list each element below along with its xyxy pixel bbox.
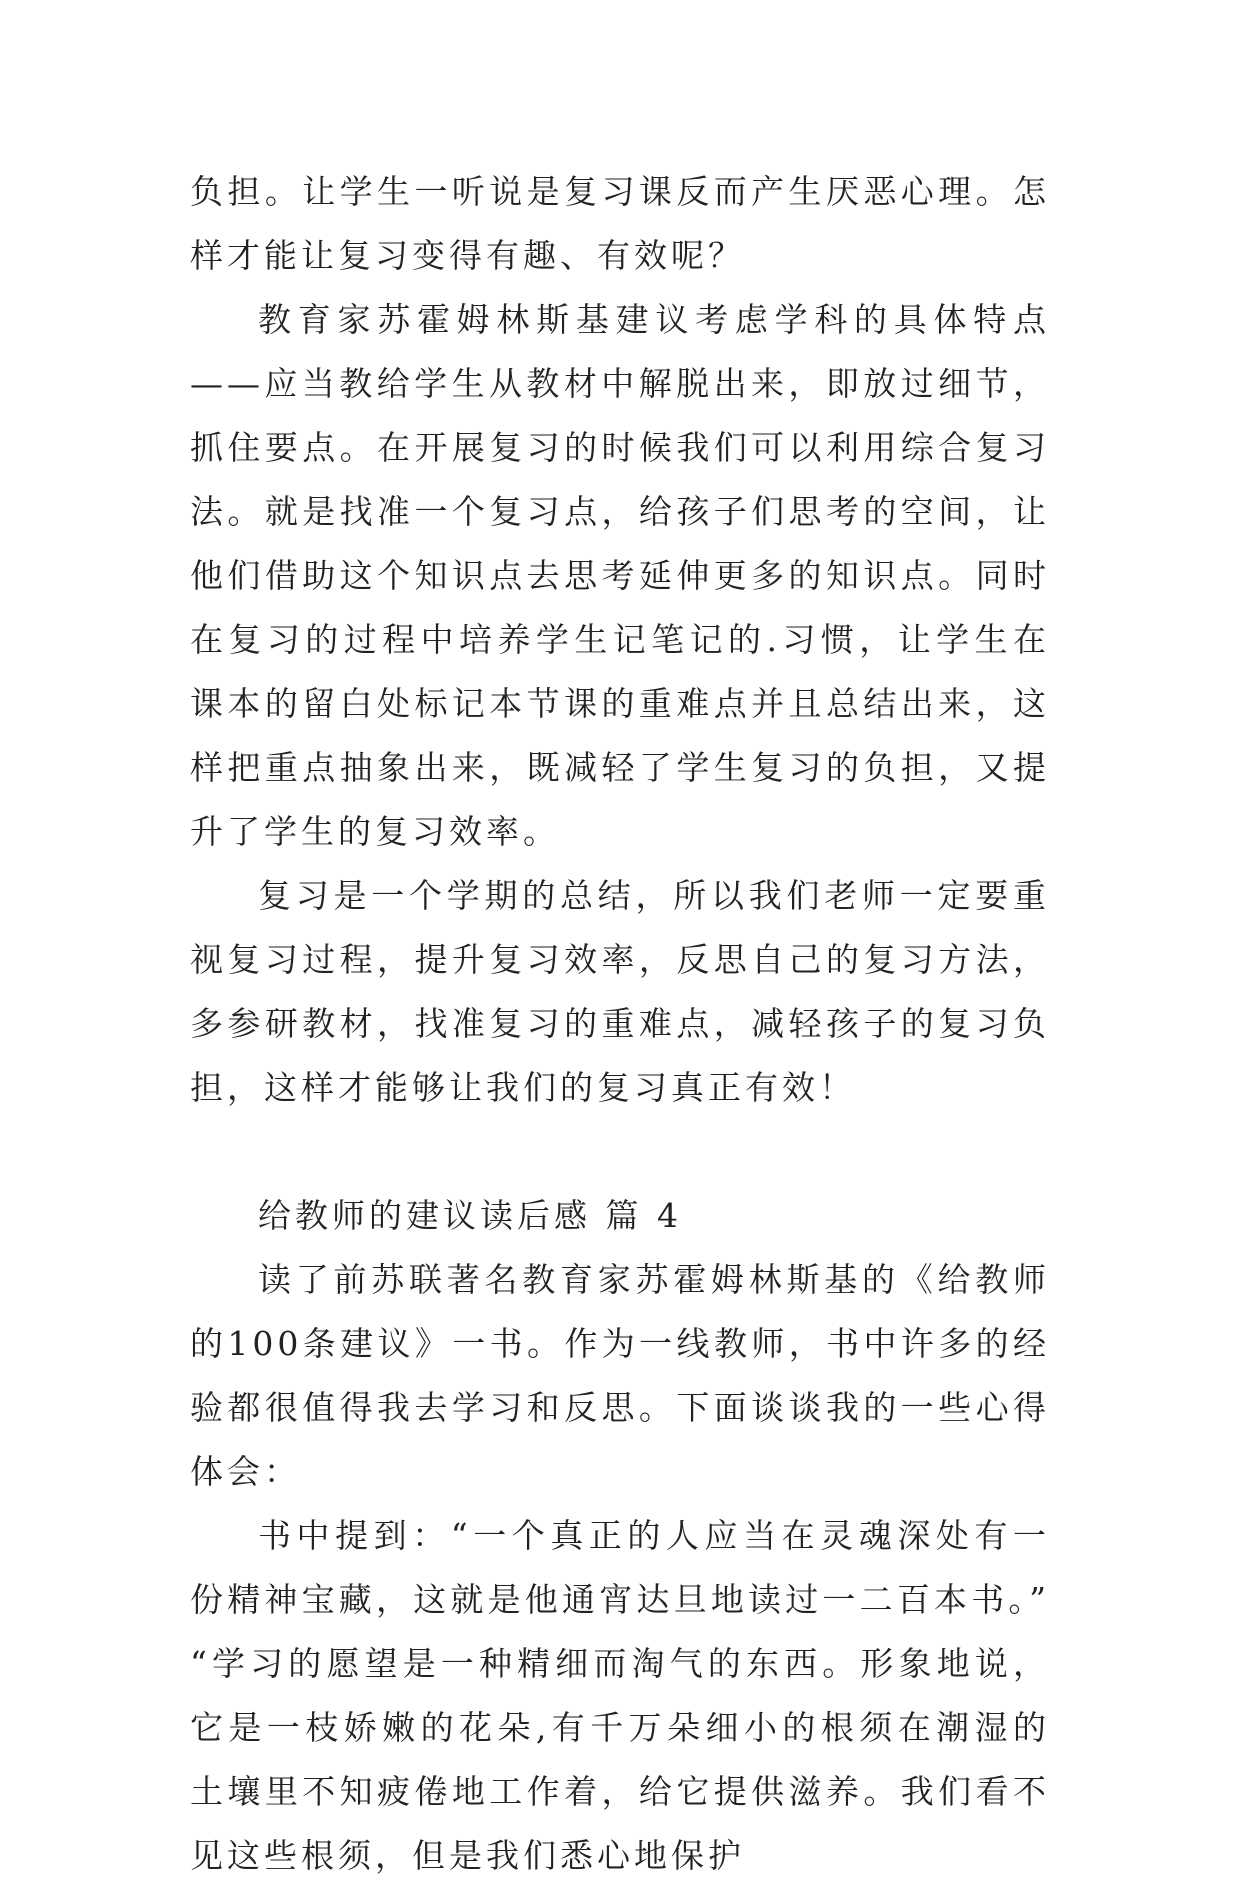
paragraph: 复习是一个学期的总结，所以我们老师一定要重视复习过程，提升复习效率，反思自己的复习方法，多参研教材，找准复习的重难点，减轻孩子的复习负担，这样才能够让我们的复习真正有效！	[190, 876, 1050, 1107]
paragraph: 书中提到：“一个真正的人应当在灵魂深处有一份精神宝藏，这就是他通宵达旦地读过一二百本书。” “学习的愿望是一种精细而淘气的东西。形象地说，它是一枝娇嫩的花朵,有千万朵细小的根须在潮湿的土壤里不知疲倦地工作着，给它提供滋养。我们看不见这些根须，但是我们悉心地保护	[190, 1516, 1050, 1875]
paragraph: 读了前苏联著名教育家苏霍姆林斯基的《给教师的100条建议》一书。作为一线教师，书中许多的经验都很值得我去学习和反思。下面谈谈我的一些心得体会：	[190, 1260, 1050, 1491]
section-heading: 给教师的建议读后感 篇 4	[258, 1196, 682, 1235]
document-body	[190, 160, 1050, 1888]
paragraph: 负担。让学生一听说是复习课反而产生厌恶心理。怎样才能让复习变得有趣、有效呢？	[190, 172, 1050, 275]
paragraph: 教育家苏霍姆林斯基建议考虑学科的具体特点——应当教给学生从教材中解脱出来，即放过细节，抓住要点。在开展复习的时候我们可以利用综合复习法。就是找准一个复习点，给孩子们思考的空间，让他们借助这个知识点去思考延伸更多的知识点。同时在复习的过程中培养学生记笔记的.习惯，让学生在课本的留白处标记本节课的重难点并且总结出来，这样把重点抽象出来，既减轻了学生复习的负担，又提升了学生的复习效率。	[190, 300, 1050, 851]
